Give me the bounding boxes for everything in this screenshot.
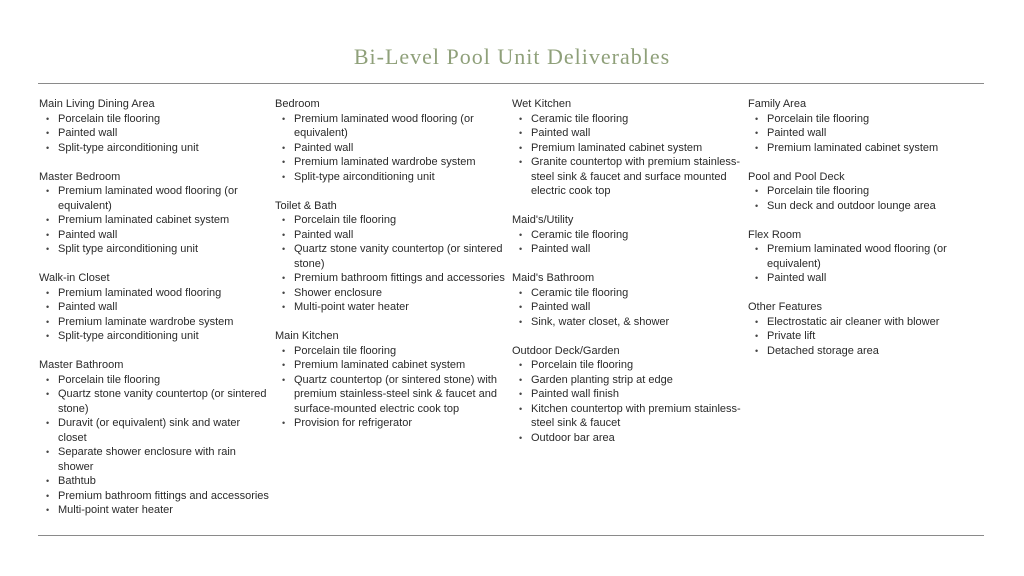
section-title: Main Living Dining Area — [39, 98, 155, 110]
list-item: • Painted wall — [512, 126, 748, 141]
list-item: • Ceramic tile flooring — [512, 112, 748, 127]
list-item: • Detached storage area — [748, 344, 984, 359]
list-item: • Painted wall — [275, 141, 512, 156]
list-item: • Painted wall — [512, 242, 748, 257]
list-item: • Porcelain tile flooring — [748, 112, 984, 127]
section-title: Walk-in Closet — [39, 272, 110, 284]
list-item: • Porcelain tile flooring — [275, 213, 512, 228]
list-item: • Garden planting strip at edge — [512, 373, 748, 388]
list-item: • Duravit (or equivalent) sink and water closet — [39, 416, 275, 445]
list-item: • Premium laminated cabinet system — [275, 358, 512, 373]
list-item: • Painted wall — [512, 300, 748, 315]
list-item: • Premium laminated wood flooring (or equivalent) — [39, 184, 275, 213]
list-item: • Painted wall — [39, 126, 275, 141]
list-item: • Quartz countertop (or sintered stone) with premium stainless-steel sink & faucet and surface-mounted electric cook top — [275, 373, 512, 417]
column-1 — [39, 97, 275, 532]
list-item: • Sun deck and outdoor lounge area — [748, 199, 984, 214]
room-section — [748, 170, 984, 214]
list-item: • Bathtub — [39, 474, 275, 489]
section-title: Master Bathroom — [39, 359, 124, 371]
list-item: • Split-type airconditioning unit — [39, 329, 275, 344]
bottom-divider — [38, 535, 984, 536]
room-section — [512, 271, 748, 329]
list-item: • Painted wall — [275, 228, 512, 243]
room-section — [748, 228, 984, 286]
deliverables-list — [512, 358, 748, 445]
room-section — [748, 97, 984, 155]
list-item: • Porcelain tile flooring — [39, 373, 275, 388]
section-title: Pool and Pool Deck — [748, 170, 845, 183]
list-item: • Ceramic tile flooring — [512, 286, 748, 301]
list-item: • Premium bathroom fittings and accessories — [275, 271, 512, 286]
room-section — [275, 199, 512, 315]
section-title: Flex Room — [748, 228, 802, 241]
list-item: • Provision for refrigerator — [275, 416, 512, 431]
section-title: Outdoor Deck/Garden — [512, 344, 620, 357]
page-title: Bi-Level Pool Unit Deliverables — [353, 44, 671, 69]
list-item: • Premium laminated cabinet system — [748, 141, 984, 156]
list-item: • Quartz stone vanity countertop (or sintered stone) — [39, 387, 275, 416]
room-section — [748, 300, 984, 358]
list-item: • Premium laminated cabinet system — [512, 141, 748, 156]
list-item: • Porcelain tile flooring — [275, 344, 512, 359]
deliverables-list — [39, 286, 275, 344]
section-title: Other Features — [748, 301, 822, 313]
deliverables-list — [39, 373, 275, 518]
column-3 — [512, 97, 748, 532]
top-divider — [38, 83, 984, 84]
section-title: Toilet & Bath — [275, 199, 337, 212]
list-item: • Premium laminate wardrobe system — [39, 315, 275, 330]
room-section — [39, 170, 275, 257]
section-title: Wet Kitchen — [512, 98, 572, 110]
room-section — [512, 97, 748, 199]
list-item: • Ceramic tile flooring — [512, 228, 748, 243]
list-item: • Porcelain tile flooring — [39, 112, 275, 127]
section-title: Main Kitchen — [275, 330, 339, 342]
room-section — [39, 271, 275, 344]
list-item: • Premium laminated wood flooring (or equivalent) — [275, 112, 512, 141]
room-section — [512, 344, 748, 446]
deliverables-list — [512, 286, 748, 330]
list-item: • Split type airconditioning unit — [39, 242, 275, 257]
list-item: • Painted wall — [748, 271, 984, 286]
list-item: • Multi-point water heater — [275, 300, 512, 315]
list-item: • Multi-point water heater — [39, 503, 275, 518]
section-title: Master Bedroom — [39, 170, 121, 183]
list-item: • Premium laminated wood flooring — [39, 286, 275, 301]
deliverables-list — [275, 213, 512, 315]
section-title: Maid's/Utility — [512, 214, 574, 226]
list-item: • Private lift — [748, 329, 984, 344]
section-title: Maid's Bathroom — [512, 272, 595, 284]
deliverables-list — [39, 112, 275, 156]
list-item: • Electrostatic air cleaner with blower — [748, 315, 984, 330]
deliverables-list — [748, 112, 984, 156]
deliverables-list — [275, 112, 512, 185]
deliverables-list — [512, 228, 748, 257]
list-item: • Quartz stone vanity countertop (or sintered stone) — [275, 242, 512, 271]
deliverables-list — [748, 184, 984, 213]
list-item: • Outdoor bar area — [512, 431, 748, 446]
section-title: Bedroom — [275, 98, 320, 110]
room-section — [512, 213, 748, 257]
room-section — [39, 358, 275, 518]
deliverables-list — [512, 112, 748, 199]
list-item: • Premium laminated wardrobe system — [275, 155, 512, 170]
column-4 — [748, 97, 984, 532]
list-item: • Shower enclosure — [275, 286, 512, 301]
list-item: • Painted wall — [748, 126, 984, 141]
room-section — [275, 329, 512, 431]
deliverables-list — [39, 184, 275, 257]
section-title: Family Area — [748, 98, 807, 110]
room-section — [39, 97, 275, 155]
deliverables-list — [275, 344, 512, 431]
list-item: • Painted wall — [39, 300, 275, 315]
list-item: • Premium bathroom fittings and accessories — [39, 489, 275, 504]
deliverables-columns — [39, 97, 984, 532]
list-item: • Granite countertop with premium stainless-steel sink & faucet and surface mounted electric cook top — [512, 155, 748, 199]
deliverables-list — [748, 315, 984, 359]
list-item: • Split-type airconditioning unit — [39, 141, 275, 156]
list-item: • Sink, water closet, & shower — [512, 315, 748, 330]
list-item: • Painted wall finish — [512, 387, 748, 402]
room-section — [275, 97, 512, 184]
list-item: • Premium laminated wood flooring (or equivalent) — [748, 242, 984, 271]
list-item: • Painted wall — [39, 228, 275, 243]
column-2 — [275, 97, 512, 532]
deliverables-list — [748, 242, 984, 286]
list-item: • Split-type airconditioning unit — [275, 170, 512, 185]
list-item: • Kitchen countertop with premium stainless-steel sink & faucet — [512, 402, 748, 431]
list-item: • Separate shower enclosure with rain shower — [39, 445, 275, 474]
list-item: • Porcelain tile flooring — [748, 184, 984, 199]
list-item: • Porcelain tile flooring — [512, 358, 748, 373]
list-item: • Premium laminated cabinet system — [39, 213, 275, 228]
